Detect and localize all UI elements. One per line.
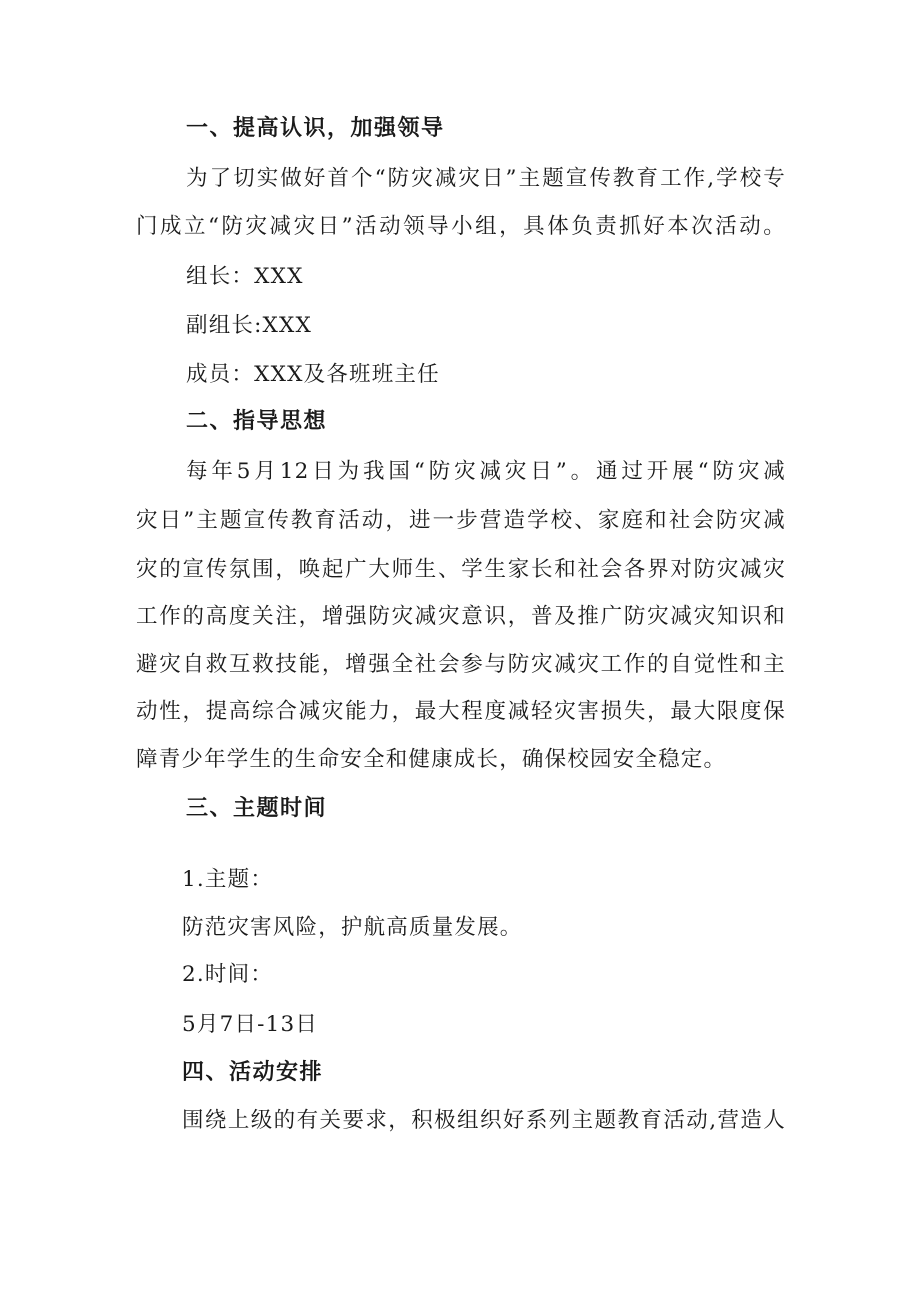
paragraph-line: 灾日”主题宣传教育活动，进一步营造学校、家庭和社会防灾减 <box>136 508 786 533</box>
section-heading: 三、主题时间 <box>186 796 328 821</box>
deputy-leader-line: 副组长:XXX <box>186 313 313 338</box>
leader-line: 组长：XXX <box>186 264 304 289</box>
paragraph-line: 为了切实做好首个“防灾减灾日”主题宣传教育工作,学校专 <box>186 166 786 191</box>
theme-text: 防范灾害风险，护航高质量发展。 <box>182 915 523 940</box>
section-heading: 二、指导思想 <box>186 409 328 434</box>
time-text: 5月7日-13日 <box>182 1012 319 1037</box>
section-heading: 四、活动安排 <box>182 1060 324 1085</box>
paragraph-line: 灾的宣传氛围，唤起广大师生、学生家长和社会各界对防灾减灾 <box>136 557 786 582</box>
section-heading: 一、提高认识，加强领导 <box>186 116 445 141</box>
time-label: 2.时间： <box>182 962 274 987</box>
members-line: 成员：XXX及各班班主任 <box>186 362 440 387</box>
theme-label: 1.主题： <box>182 867 274 892</box>
paragraph-line: 避灾自救互救技能，增强全社会参与防灾减灾工作的自觉性和主 <box>136 652 786 677</box>
paragraph-line: 每年5月12日为我国“防灾减灾日”。通过开展“防灾减 <box>186 459 786 484</box>
paragraph-line: 障青少年学生的生命安全和健康成长，确保校园安全稳定。 <box>136 747 727 772</box>
paragraph-line: 门成立“防灾减灾日”活动领导小组，具体负责抓好本次活动。 <box>136 214 786 239</box>
paragraph-line: 围绕上级的有关要求，积极组织好系列主题教育活动,营造人 <box>182 1108 786 1133</box>
paragraph-line: 动性，提高综合减灾能力，最大程度减轻灾害损失，最大限度保 <box>136 699 786 724</box>
paragraph-line: 工作的高度关注，增强防灾减灾意识，普及推广防灾减灾知识和 <box>136 604 786 629</box>
